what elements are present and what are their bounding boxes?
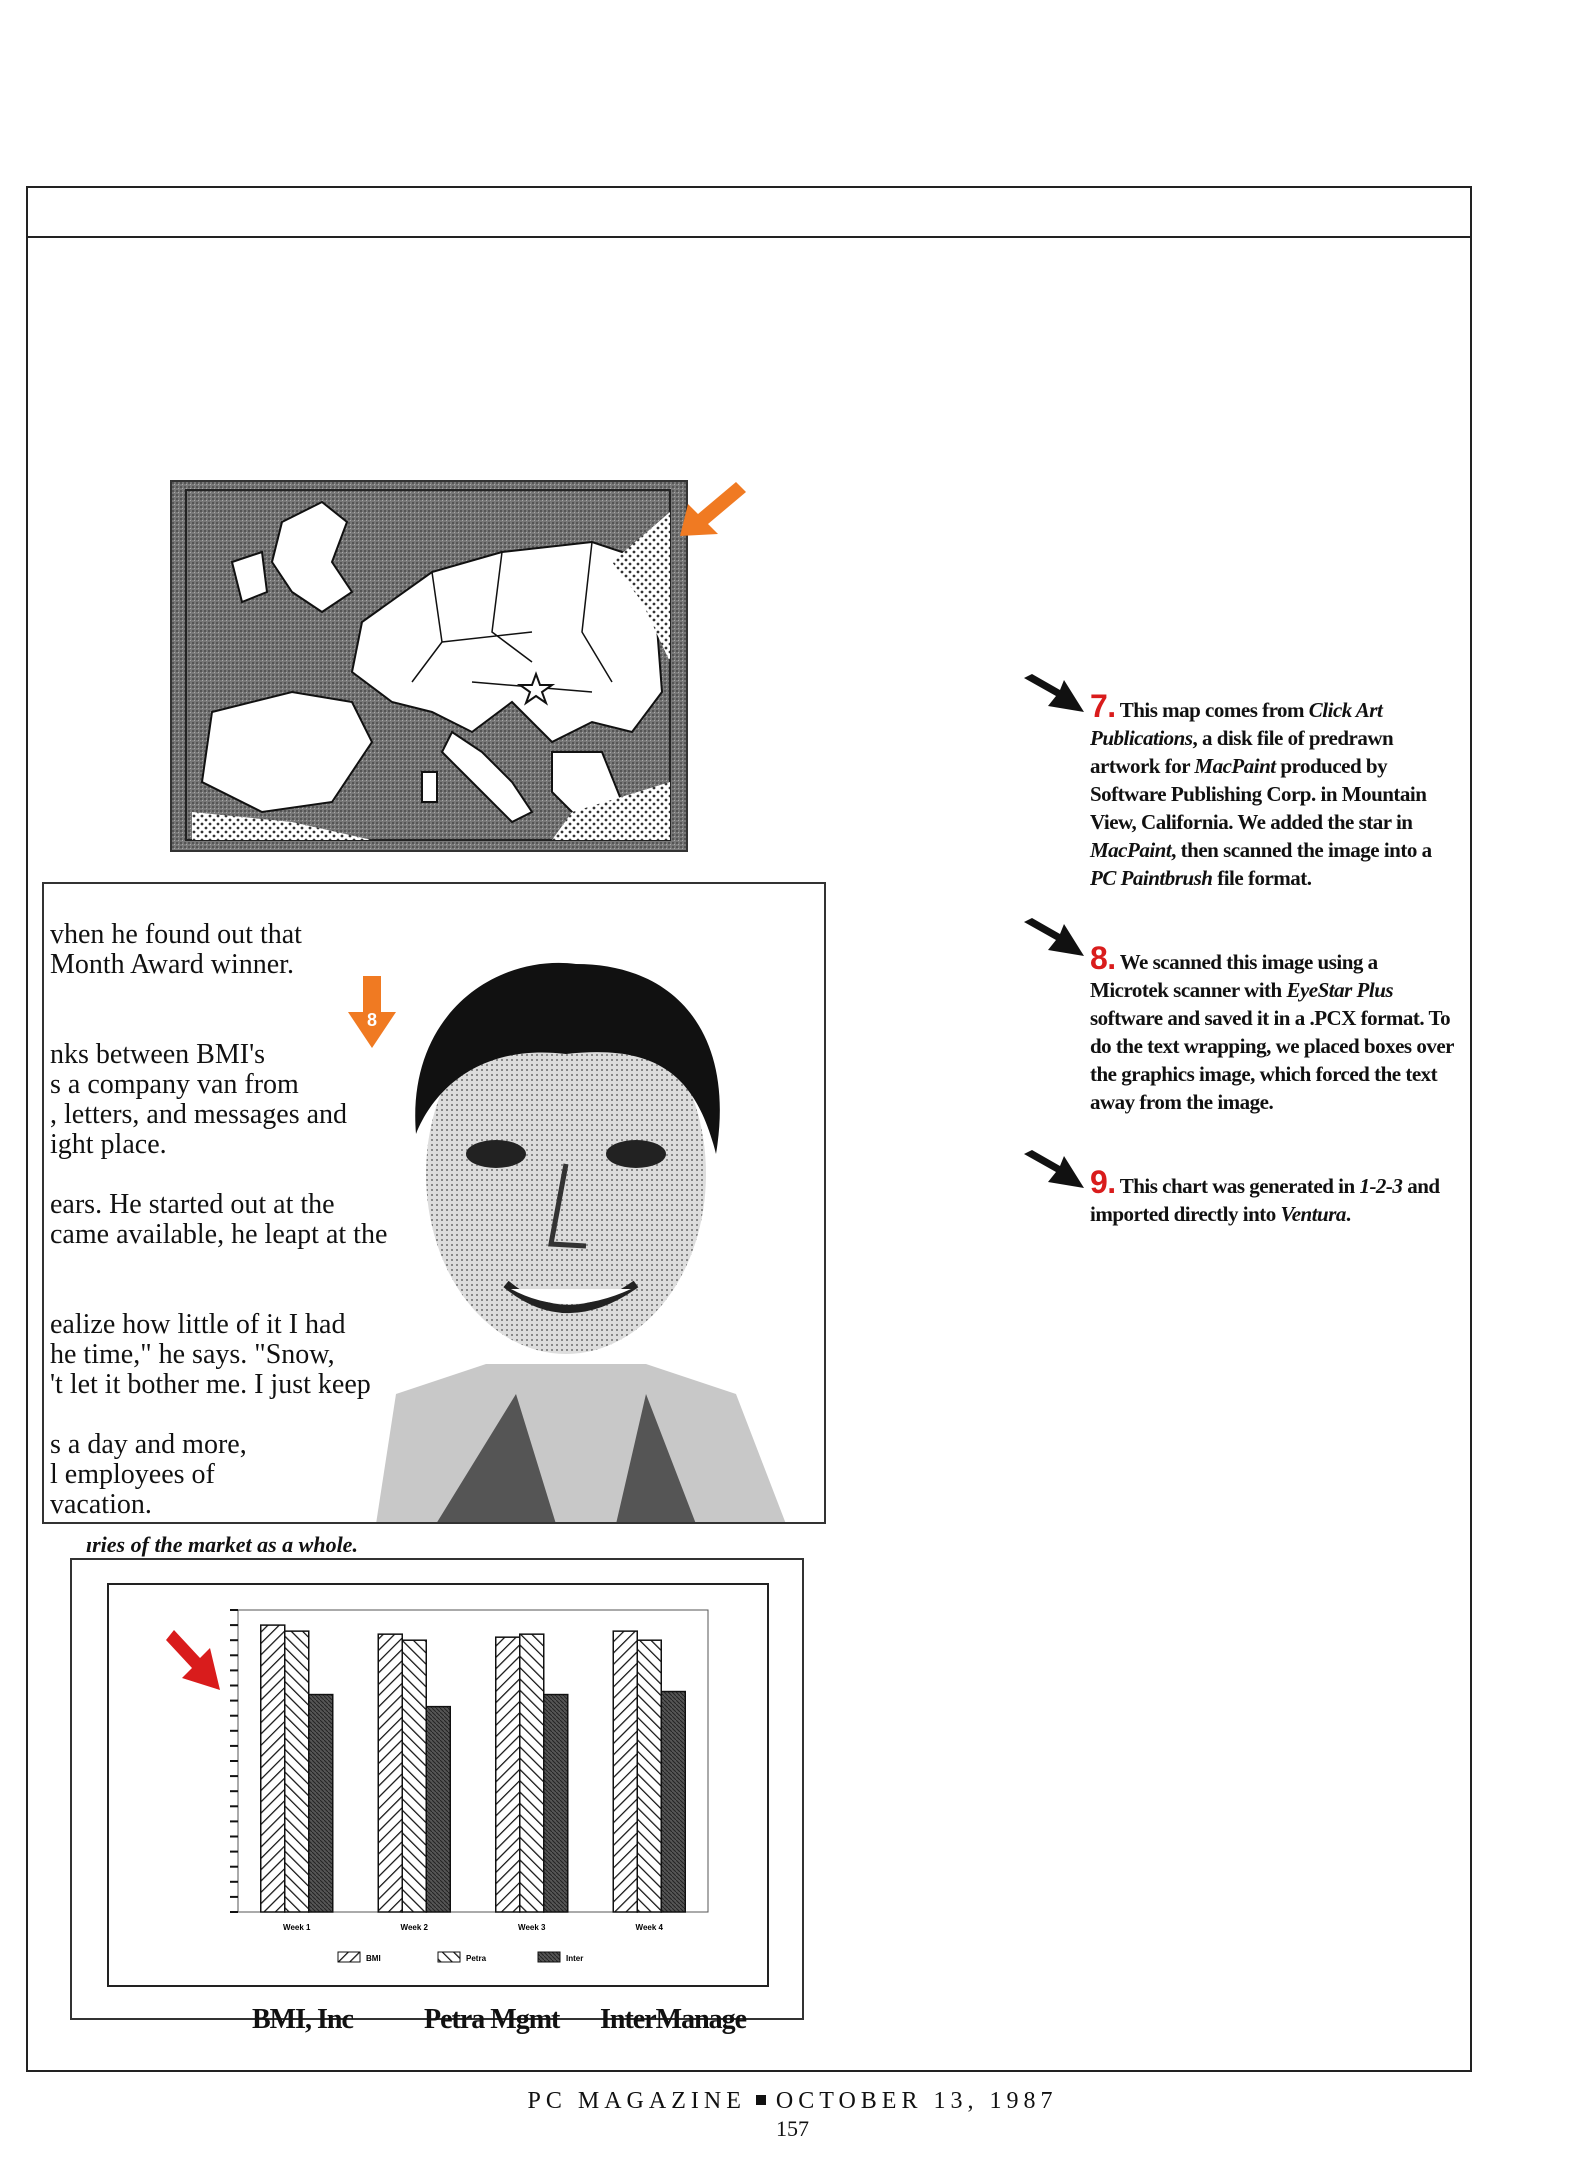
legend-swatch [538, 1952, 560, 1962]
bar-bmi-2 [496, 1637, 520, 1912]
europe-map-image [172, 482, 686, 850]
callout-number: 9. [1090, 1164, 1116, 1200]
callout-text: Ventura [1280, 1202, 1346, 1226]
callout-text: Click Art Publications [1090, 698, 1383, 750]
article-line: vacation. [50, 1489, 152, 1520]
callout-text: This map comes from [1119, 698, 1309, 722]
callout-text: software and saved it in a .PCX format. To do the text wrapping, we placed boxes over the graphics image, which forced the text away from the image. [1090, 1006, 1454, 1114]
bar-inter-1 [426, 1707, 450, 1912]
photo-figure [42, 882, 826, 1524]
callout-text: This chart was generated in [1119, 1174, 1360, 1198]
callout-9-black-arrow-icon [1022, 1148, 1086, 1192]
article-line: s a company van from [50, 1069, 299, 1100]
page-number: 157 [776, 2116, 809, 2141]
article-line: ight place. [50, 1129, 167, 1160]
article-line: came available, he leapt at the [50, 1219, 388, 1250]
article-line: 't let it bother me. I just keep [50, 1369, 371, 1400]
callout-number: 7. [1090, 688, 1116, 724]
callout-9-red-arrow-icon [164, 1628, 224, 1694]
company-label: Petra Mgmt [424, 2004, 560, 2035]
company-label: InterManage [600, 2004, 747, 2035]
callout-text: PC Paintbrush [1090, 866, 1213, 890]
x-tick-label: Week 3 [518, 1923, 546, 1932]
callout-7-black-arrow-icon [1022, 672, 1086, 716]
article-line: Month Award winner. [50, 949, 294, 980]
bar-petra-1 [402, 1640, 426, 1912]
bar-petra-2 [520, 1634, 544, 1912]
bar-bmi-0 [261, 1625, 285, 1912]
callout-8-orange-arrow-icon [346, 974, 398, 1050]
article-line: ealize how little of it I had [50, 1309, 346, 1340]
article-line: ears. He started out at the [50, 1189, 335, 1220]
x-tick-label: Week 2 [400, 1923, 428, 1932]
bar-inter-0 [309, 1695, 333, 1912]
footer-bullet-icon [756, 2095, 766, 2105]
callout-text: , a disk file of predrawn artwork for [1090, 726, 1394, 778]
callout-text: . [1345, 1202, 1351, 1226]
callout-7-orange-arrow-icon [676, 478, 748, 540]
bar-bmi-3 [613, 1631, 637, 1912]
callout-text: file format. [1212, 866, 1312, 890]
bar-inter-2 [544, 1695, 568, 1912]
callout-text: produced by Software Publishing Corp. in Mountain View, California. We added the star in [1090, 754, 1427, 834]
svg-text:8: 8 [366, 1010, 378, 1030]
bar-inter-3 [661, 1692, 685, 1912]
article-line: nks between BMI's [50, 1039, 266, 1070]
callout-9 [1090, 1164, 1460, 1228]
callout-8 [1090, 940, 1460, 1116]
legend-label: Inter [566, 1954, 584, 1963]
header-rule [26, 236, 1472, 238]
x-tick-label: Week 1 [283, 1923, 311, 1932]
article-line: , letters, and messages and [50, 1099, 348, 1130]
legend-swatch [338, 1952, 360, 1962]
legend-swatch [438, 1952, 460, 1962]
article-line: s a day and more, [50, 1429, 247, 1460]
legend-label: BMI [366, 1954, 381, 1963]
callout-text: MacPaint [1194, 754, 1276, 778]
callout-number: 8. [1090, 940, 1116, 976]
callout-text: EyeStar Plus [1286, 978, 1394, 1002]
callout-8-black-arrow-icon [1022, 916, 1086, 960]
article-line: vhen he found out that [50, 919, 302, 950]
callout-7 [1090, 688, 1460, 892]
callout-text: We scanned this image using a Microtek scanner with [1090, 950, 1378, 1002]
company-label: BMI, Inc [252, 2004, 353, 2035]
article-line: he time," he says. "Snow, [50, 1339, 335, 1370]
map-figure [170, 480, 688, 852]
legend-label: Petra [466, 1954, 487, 1963]
callout-text: MacPaint [1090, 838, 1172, 862]
footer-magazine: PC MAGAZINE [527, 2088, 746, 2114]
callout-text: and imported directly into [1090, 1174, 1440, 1226]
bar-petra-3 [637, 1640, 661, 1912]
x-tick-label: Week 4 [635, 1923, 663, 1932]
chart-caption: ıries of the market as a whole. [86, 1532, 358, 1557]
bar-bmi-1 [378, 1634, 402, 1912]
callout-text: 1-2-3 [1359, 1174, 1403, 1198]
footer-masthead [0, 2088, 1585, 2115]
footer-date: OCTOBER 13, 1987 [775, 2088, 1058, 2114]
article-line: l employees of [50, 1459, 215, 1490]
callout-text: , then scanned the image into a [1171, 838, 1432, 862]
bar-petra-0 [285, 1631, 309, 1912]
